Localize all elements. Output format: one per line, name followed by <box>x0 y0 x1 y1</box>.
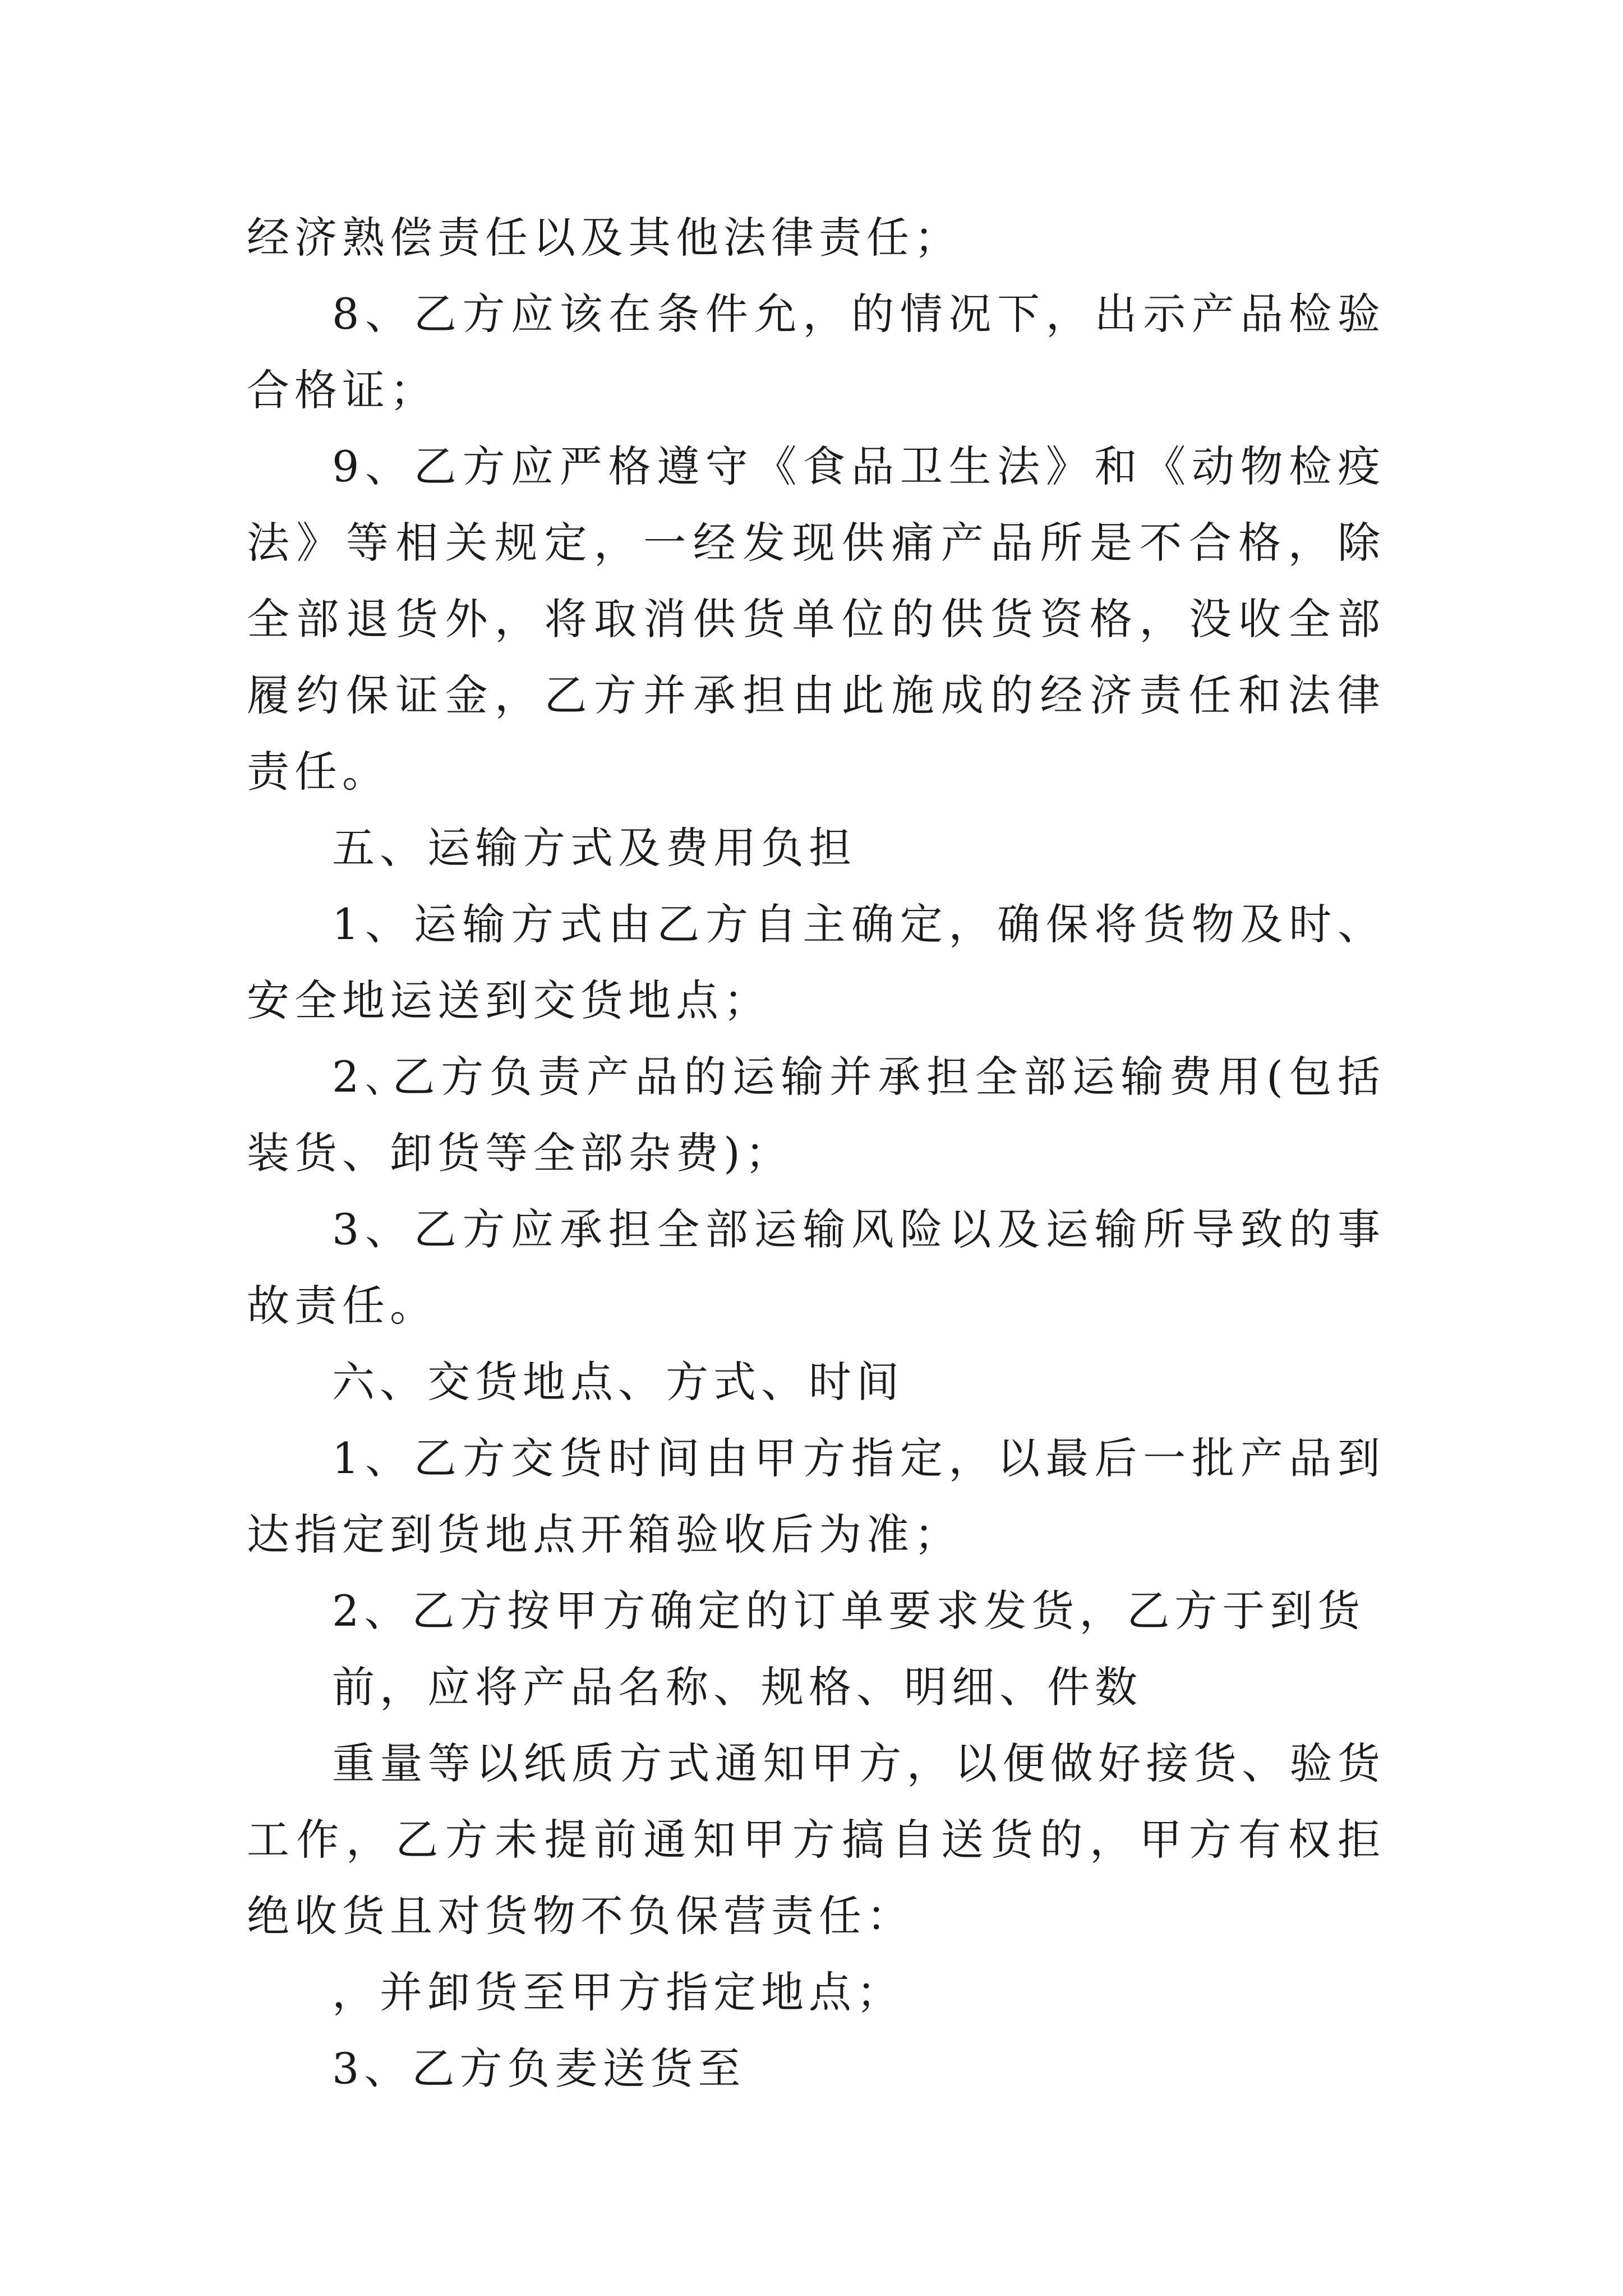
section-heading-transport: 五、运输方式及费用负担 <box>332 823 856 873</box>
paragraph-delivery-notice: 重量等以纸质方式通知甲方，以便做好接货、验货工作，乙方未提前通知甲方搞自送货的，甲方有权拒绝收货且对货物不负保营责任： <box>247 1738 1385 1941</box>
paragraph-clause-8: 8、乙方应该在条件允，的情况下，出示产品检验合格证； <box>247 289 1385 415</box>
paragraph-delivery-2-cont: 前，应将产品名称、规格、明细、件数 <box>332 1662 1142 1712</box>
paragraph-delivery-2: 2、乙方按甲方确定的订单要求发货，乙方于到货 <box>332 1586 1366 1636</box>
paragraph-transport-1: 1、运输方式由乙方自主确定，确保将货物及时、安全地运送到交货地点； <box>247 899 1385 1025</box>
section-heading-delivery: 六、交货地点、方式、时间 <box>332 1357 904 1407</box>
paragraph-transport-2: 2､乙方负责产品的运输并承担全部运输费用(包括装货、卸货等全部杂费)； <box>247 1052 1385 1178</box>
paragraph-transport-3: 3、乙方应承担全部运输风险以及运输所导致的事故责任。 <box>247 1204 1385 1331</box>
paragraph-clause-9: 9、乙方应严格遵守《食品卫生法》和《动物检疫法》等相关规定，一经发现供痛产品所是不合格，除全部退货外，将取消供货单位的供货资格，没收全部履约保证金，乙方并承担由此施成的经济责任和法律责任。 <box>247 441 1385 797</box>
document-body <box>247 200 1385 2107</box>
paragraph-liability-continued: 经济熟偿责任以及其他法律责任； <box>247 213 962 263</box>
paragraph-delivery-3: 3、乙方负麦送货至 <box>332 2044 746 2093</box>
paragraph-unloading: ，并卸货至甲方指定地点； <box>332 1967 904 2017</box>
paragraph-delivery-1: 1、乙方交货时间由甲方指定，以最后一批产品到达指定到货地点开箱验收后为准； <box>247 1433 1385 1559</box>
